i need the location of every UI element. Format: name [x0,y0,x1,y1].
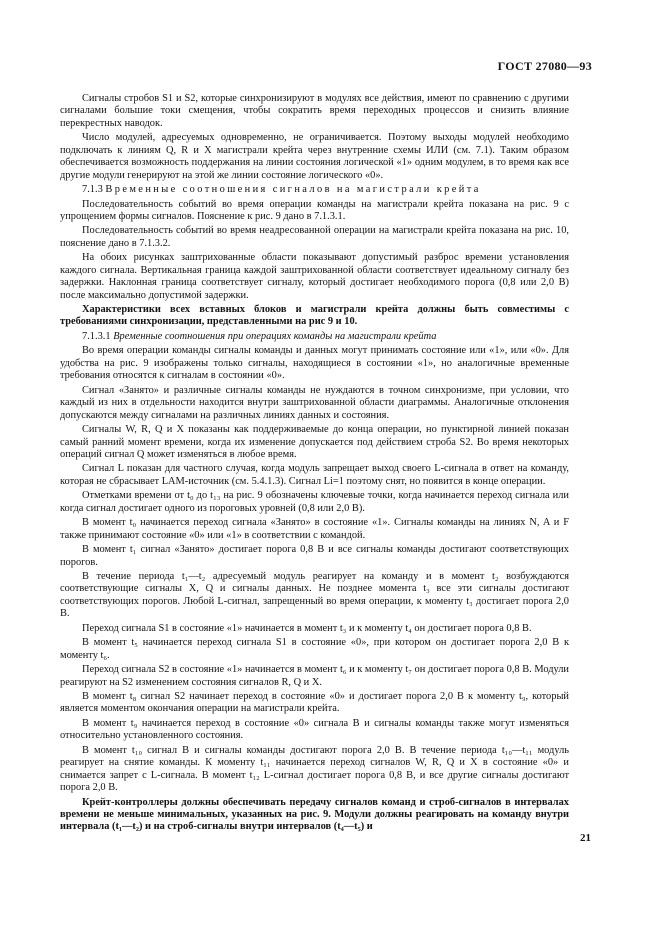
paragraph-strobe-signals: Сигналы стробов S1 и S2, которые синхронизируют в модулях все действия, имеют по сравнению с другими сигналами большие токи смещения, чтобы сократить время переходных процессов и снизить влияние перекрестных наводок. [60,93,569,129]
section-number: 7.1.3 [82,184,103,196]
paragraph-s1-rise: Переход сигнала S1 в состояние «1» начинается в момент t₃ и к моменту t₄ он достигает порога 0,8 В. [82,622,532,634]
page-number: 21 [580,832,591,844]
paragraph-l-signal: Сигнал L показан для частного случая, когда модуль запрещает выход своего L-сигнала в ответ на команду, которая не сбрасывает LAM-источник (см. 5.4.1.3). Сигнал Li=1 поэтому снят, но появится в конце операции. [60,463,569,487]
paragraph-wrqx-signals: Сигналы W, R, Q и X показаны как поддерживаемые до конца операции, но пунктирной линией показан самый ранний момент времени, когда их изменение допускается под действием строба S2. Во время некоторых операций сигнал Q может изменяться в любое время. [60,424,569,460]
paragraph-command-states: Во время операции команды сигналы команды и данных могут принимать состояние или «1», или «0». Для удобства на рис. 9 изображены только сигналы, находящиеся в состоянии «1», но аналогичные временные требования относятся к сигналам в состоянии «0». [60,345,569,382]
paragraph-bold-final: Крейт-контроллеры должны обеспечивать передачу сигналов команд и строб-сигналов в интервалах времени не меньше минимальных, указанных на рис. 9. Модули должны реагировать на команду внутри интервала (t₁—t₂) и на строб-сигналы внутри интервалов (t₄—t₅) и [60,796,569,833]
paragraph-module-count: Число модулей, адресуемых одновременно, не ограничивается. Поэтому выходы модулей необходимо подключать к линиям Q, R и X магистрали крейта через внутренние схемы ИЛИ (см. 7.1). Таким образом обеспечивается возможность поддержания на линии состояния логической «1» одним модулем, в то время как все другие модули генерируют на этой же линии состояние логического «0». [60,132,569,181]
paragraph-shaded-areas: На обоих рисунках заштрихованные области показывают допустимый разброс времени установления каждого сигнала. Вертикальная граница каждой заштрихованной области соответствует идеальному сигналу без задержки. Наклонная граница соответствует сигналу, который достигает необходимого порога (0,8 или 2,0 В) после максимально допустимой задержки. [60,252,569,301]
paragraph-t0: В момент t₀ начинается переход сигнала «Занято» в состояние «1». Сигналы команды на линиях N, A и F также принимают состояние «0» или «1» в соответствии с командой. [60,517,569,541]
paragraph-sequence-fig10: Последовательность событий во время неадресованной операции на магистрали крейта показана на рис. 10, пояснение дано в 7.1.3.2. [60,225,569,249]
paragraph-t9: В момент t₉ начинается переход в состояние «0» сигнала В и сигналы команды также могут изменяться относительно установленного состояния. [60,717,569,742]
subsection-title: Временные соотношения при операциях команды на магистрали крейта [113,330,437,342]
paragraph-time-marks: Отметками времени от t₀ до t₁₃ на рис. 9 обозначены ключевые точки, когда начинается переход сигнала или когда сигнал достигает одного из пороговых уровней (0,8 или 2,0 В). [60,490,569,514]
paragraph-sequence-fig9: Последовательность событий во время операции команды на магистрали крейта показана на рис. 9 с упрощением формы сигналов. Пояснение к рис. 9 дано в 7.1.3.1. [60,198,569,222]
section-heading-7-1-3-1 [60,331,569,343]
section-title: Временные соотношения сигналов на магистрали крейта [105,184,481,196]
paragraph-t1-t2: В течение периода t₁—t₂ адресуемый модуль реагирует на команду и в момент t₂ возбуждаются соответствующие сигналы X, Q и сигналы данных. Не позднее момента t₃ все эти сигналы достигают соответствующих порогов. Любой L-сигнал, запрещенный во время операции, к моменту t₃ достигает порога 2,0 В. [60,571,569,620]
paragraph-t5: В момент t₅ начинается переход сигнала S1 в состояние «0», при котором он достигает порога 2,0 В к моменту t₆. [60,637,569,661]
paragraph-t1: В момент t₁ сигнал «Занято» достигает порога 0,8 В и все сигналы команды достигают соответствующих порогов. [60,544,569,568]
paragraph-busy-signal: Сигнал «Занято» и различные сигналы команды не нуждаются в точном синхронизме, при условии, что каждый из них в отдельности находится внутри заштрихованной области диаграммы. Аналогичные отклонения допускаются между сигналами на различных линиях данных и состояния. [60,384,569,421]
document-header: ГОСТ 27080—93 [497,59,592,73]
document-body [60,93,569,836]
paragraph-bold-requirement: Характеристики всех вставных блоков и магистрали крейта должны быть совместимы с требованиями синхронизации, представленными на рис 9 и 10. [60,304,569,328]
subsection-number: 7.1.3.1 [82,330,111,342]
paragraph-s2-rise: Переход сигнала S2 в состояние «1» начинается в момент t₆ и к моменту t₇ он достигает порога 0,8 В. Модули реагируют на S2 изменением состояния сигналов R, Q и X. [60,664,569,688]
paragraph-t10: В момент t₁₀ сигнал В и сигналы команды достигают порога 2,0 В. В течение периода t₁₀—t₁₁ модуль реагирует на снятие команды. К моменту t₁₁ начинается переход сигналов W, R, Q и X в состояние «0» и снимается запрет с L-сигнала. В момент t₁₂ L-сигнал достигает порога 0,8 В, и все другие сигналы достигают порога 2,0 В. [60,744,569,794]
paragraph-t8: В момент t₈ сигнал S2 начинает переход в состояние «0» и достигает порога 2,0 В к моменту t₉, который является моментом окончания операции на магистрали крейта. [60,691,569,715]
section-heading-7-1-3 [60,184,569,196]
